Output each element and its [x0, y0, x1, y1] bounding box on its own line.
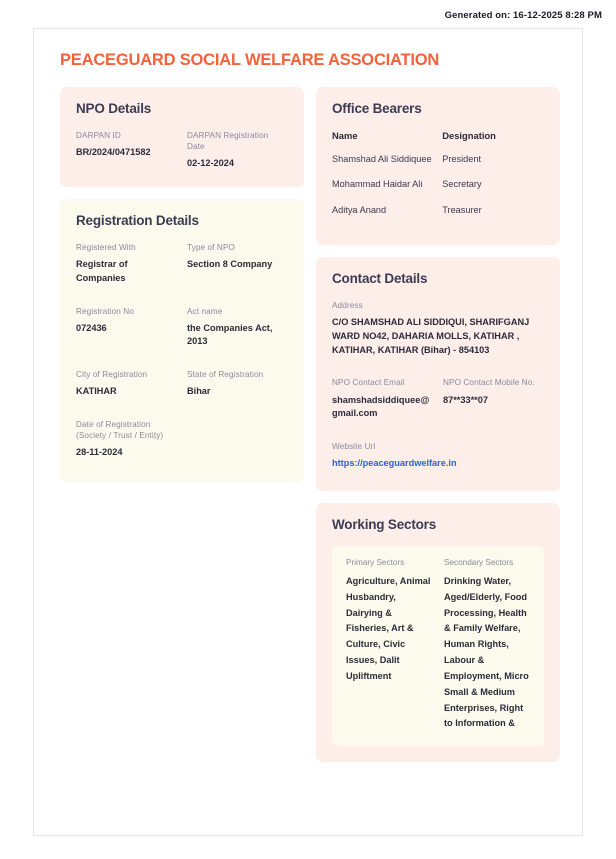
npo-contact-mobile-value: 87**33**07 — [443, 394, 488, 405]
left-column — [60, 87, 304, 774]
working-sectors-card — [316, 503, 560, 762]
date-of-registration-field — [76, 419, 177, 460]
address-field — [332, 300, 544, 357]
column-header-designation: Designation — [442, 130, 496, 141]
registration-no-field — [76, 306, 177, 350]
npo-details-title: NPO Details — [76, 101, 152, 116]
primary-sectors-value: Agriculture, Animal Husbandry, Dairying & Fisheries, Art & Culture, Civic Issues, Dalit Upliftment — [346, 576, 431, 681]
table-header-row — [332, 130, 544, 153]
website-url-link[interactable]: https://peaceguardwelfare.in — [332, 458, 457, 469]
registered-with-field — [76, 242, 177, 286]
darpan-id-field — [76, 130, 177, 171]
table-row — [332, 153, 544, 178]
document-page — [33, 28, 583, 836]
registered-with-label: Registered With — [76, 242, 136, 252]
office-bearers-card — [316, 87, 560, 245]
table-row — [332, 204, 544, 229]
bearer-designation: Secretary — [442, 179, 482, 190]
date-of-registration-spacer — [187, 419, 288, 460]
darpan-registration-date-value: 02-12-2024 — [187, 158, 234, 169]
type-of-npo-field — [187, 242, 288, 286]
website-url-label: Website Url — [332, 442, 376, 452]
bearer-designation: President — [442, 154, 482, 164]
right-column — [316, 87, 560, 774]
state-of-registration-field — [187, 369, 288, 399]
primary-sectors-field — [346, 558, 432, 732]
registration-row-1 — [76, 242, 288, 286]
darpan-id-value: BR/2024/0471582 — [76, 147, 151, 158]
contact-details-card — [316, 257, 560, 491]
npo-contact-mobile-label: NPO Contact Mobile No. — [443, 378, 535, 388]
date-of-registration-label: Date of Registration (Society / Trust / Entity) — [76, 420, 164, 441]
working-sectors-inner — [332, 546, 544, 746]
city-of-registration-label: City of Registration — [76, 370, 148, 380]
act-name-label: Act name — [187, 306, 223, 316]
npo-contact-mobile-field — [443, 377, 544, 421]
column-header-name: Name — [332, 130, 358, 141]
type-of-npo-value: Section 8 Company — [187, 258, 273, 269]
address-label: Address — [332, 301, 363, 311]
contact-details-title: Contact Details — [332, 271, 428, 287]
city-of-registration-field — [76, 369, 177, 399]
registration-details-card — [60, 199, 304, 482]
registered-with-value: Registrar of Companies — [76, 258, 128, 283]
state-of-registration-value: Bihar — [187, 386, 211, 397]
registration-no-value: 072436 — [76, 322, 107, 333]
npo-details-card — [60, 87, 304, 187]
date-of-registration-value: 28-11-2024 — [76, 447, 123, 458]
secondary-sectors-value: Drinking Water, Aged/Elderly, Food Processing, Health & Family Welfare, Human Rights, Labour & Employment, Micro Small & Medium Enterprises, Right to Information & — [444, 576, 529, 729]
npo-details-row — [76, 130, 288, 171]
registration-row-3 — [76, 369, 288, 399]
registration-no-label: Registration No — [76, 306, 134, 316]
bearer-designation: Treasurer — [442, 204, 482, 215]
city-of-registration-value: KATIHAR — [76, 386, 117, 397]
primary-sectors-label: Primary Sectors — [346, 558, 405, 567]
darpan-id-label: DARPAN ID — [76, 131, 121, 140]
table-row — [332, 178, 544, 203]
bearer-name: Shamshad Ali Siddiquee — [332, 154, 432, 164]
address-value: C/O SHAMSHAD ALI SIDDIQUI, SHARIFGANJ WARD NO42, DAHARIA MOLLS, KATIHAR , KATIHAR, KATIHAR (Bihar) - 854103 — [332, 317, 530, 355]
office-bearers-title: Office Bearers — [332, 101, 422, 116]
registration-row-2 — [76, 306, 288, 350]
content-columns — [60, 87, 560, 774]
generated-on-text: Generated on: 16-12-2025 8:28 PM — [444, 10, 602, 21]
website-url-field — [332, 441, 544, 471]
registration-details-title: Registration Details — [76, 212, 199, 228]
secondary-sectors-label: Secondary Sectors — [444, 558, 514, 567]
darpan-registration-date-label: DARPAN Registration Date — [187, 131, 269, 152]
act-name-field — [187, 306, 288, 350]
office-bearers-table — [332, 130, 544, 229]
contact-row-1 — [332, 377, 544, 421]
npo-contact-email-value: shamshadsiddiquee@gmail.com — [332, 394, 430, 419]
page-title: PEACEGUARD SOCIAL WELFARE ASSOCIATION — [60, 51, 440, 69]
npo-contact-email-field — [332, 377, 433, 421]
npo-contact-email-label: NPO Contact Email — [332, 378, 405, 388]
registration-row-4 — [76, 419, 288, 460]
darpan-registration-date-field — [187, 130, 288, 171]
act-name-value: the Companies Act, 2013 — [187, 322, 273, 347]
bearer-name: Mohammad Haidar Ali — [332, 179, 423, 190]
state-of-registration-label: State of Registration — [187, 370, 264, 380]
working-sectors-title: Working Sectors — [332, 517, 437, 532]
bearer-name: Aditya Anand — [332, 204, 387, 215]
secondary-sectors-field — [444, 558, 530, 732]
type-of-npo-label: Type of NPO — [187, 242, 235, 252]
